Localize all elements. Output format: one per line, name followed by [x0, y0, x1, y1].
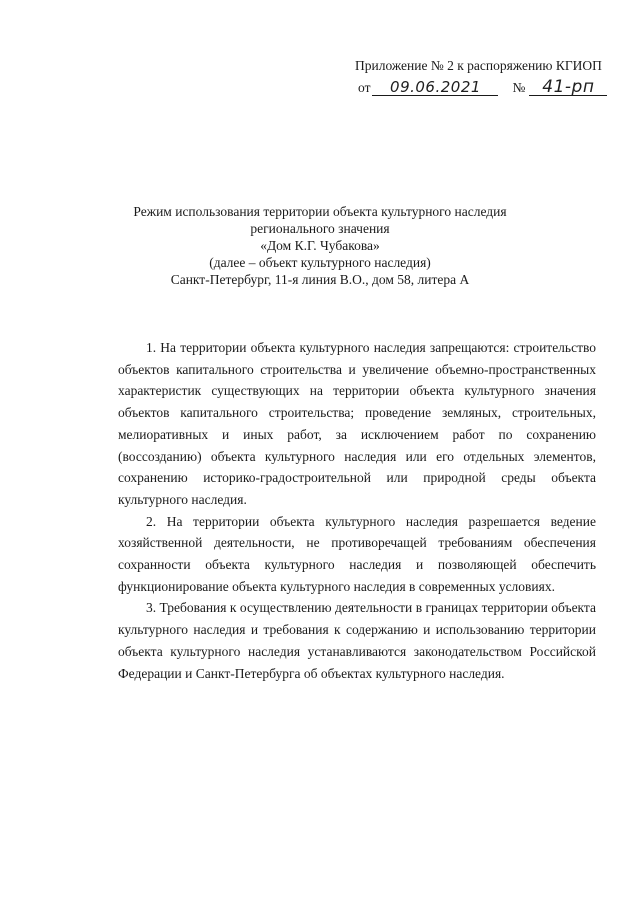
title-line-4: (далее – объект культурного наследия) [209, 255, 431, 270]
number-sign: № [512, 80, 526, 95]
title-line-1: Режим использования территории объекта культурного наследия [133, 204, 507, 219]
title-line-5: Санкт-Петербург, 11-я линия В.О., дом 58, литера А [170, 272, 470, 287]
paragraph-1: 1. На территории объекта культурного наследия запрещаются: строительство объектов капитального строительства и увеличение объемно-пространственных характеристик существующих на территории объекта культурного значения объектов капитального строительства; проведение земляных, строительных, мелиоративных и иных работ, за исключением работ по сохранению (воссозданию) объекта культурного наследия или его отдельных элементов, сохранению историко-градостроительной или природной среды объекта культурного наследия. [118, 340, 596, 507]
order-number-handwritten: 41-рп [529, 80, 607, 96]
document-body [118, 337, 596, 684]
order-date-handwritten: 09.06.2021 [372, 80, 498, 96]
date-prefix: от [358, 80, 371, 95]
title-line-2: регионального значения [250, 221, 390, 236]
paragraph-3: 3. Требования к осуществлению деятельности в границах территории объекта культурного наследия и требования к содержанию и использованию территории объекта культурного наследия устанавливаются законодательством Российской Федерации и Санкт-Петербурга об объектах культурного наследия. [118, 600, 596, 681]
order-date-line [358, 77, 607, 97]
paragraph-2: 2. На территории объекта культурного наследия разрешается ведение хозяйственной деятельности, не противоречащей требованиям обеспечения сохранности объекта культурного наследия и позволяющей обеспечить функционирование объекта культурного наследия в современных условиях. [118, 513, 596, 594]
title-line-3: «Дом К.Г. Чубакова» [260, 238, 380, 253]
document-title [0, 203, 640, 288]
appendix-header: Приложение № 2 к распоряжению КГИОП [355, 58, 602, 73]
